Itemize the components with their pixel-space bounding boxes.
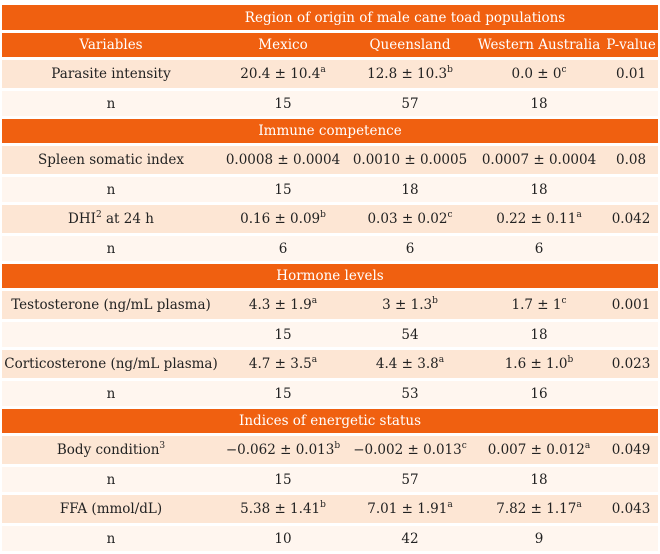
cell-queensland <box>346 381 474 406</box>
table-body <box>2 5 658 551</box>
cell-queensland <box>346 467 474 492</box>
cell-variable <box>2 177 220 202</box>
cell-western-australia <box>474 381 604 406</box>
cell-variable <box>2 322 220 347</box>
table-row <box>2 381 658 406</box>
cell-variable <box>2 60 220 88</box>
cell-variable <box>2 436 220 464</box>
cell-mexico-value: 4.3 ± 1.9 <box>248 297 312 313</box>
cell-p-value <box>604 350 658 378</box>
cell-queensland-value: 53 <box>401 385 419 402</box>
cell-western-australia-value: 9 <box>534 530 544 547</box>
cell-variable-value: DHI <box>68 211 96 227</box>
cell-queensland-superscript: a <box>438 355 445 365</box>
cell-mexico-value: 15 <box>274 95 292 112</box>
table-row <box>2 436 658 464</box>
cell-queensland-value: 57 <box>401 471 419 488</box>
cell-queensland <box>346 436 474 464</box>
cell-western-australia <box>474 467 604 492</box>
cell-queensland-value: 0.03 ± 0.02 <box>367 211 448 227</box>
cell-queensland <box>346 60 474 88</box>
cell-mexico-superscript: b <box>334 441 341 451</box>
column-header-queensland: Queensland <box>346 33 474 57</box>
cell-variable <box>2 467 220 492</box>
table-row <box>2 205 658 233</box>
cell-western-australia <box>474 350 604 378</box>
cell-western-australia-value: 18 <box>530 471 548 488</box>
cell-mexico <box>220 436 346 464</box>
cell-queensland <box>346 322 474 347</box>
cell-p-value-value: 0.08 <box>615 152 647 168</box>
cell-p-value <box>604 322 658 347</box>
cell-western-australia <box>474 146 604 174</box>
cell-variable <box>2 526 220 551</box>
cell-mexico-superscript: a <box>320 65 326 75</box>
cell-western-australia-value: 6 <box>534 240 544 257</box>
cell-queensland <box>346 526 474 551</box>
cell-western-australia-value: 0.22 ± 0.11 <box>496 211 577 227</box>
cell-variable-value: Corticosterone (ng/mL plasma) <box>4 356 218 372</box>
cell-mexico-value: 15 <box>274 471 292 488</box>
cell-mexico-superscript: b <box>320 210 326 220</box>
cell-queensland-value: 0.0010 ± 0.0005 <box>352 152 468 168</box>
cell-queensland-value: −0.002 ± 0.013 <box>353 442 462 458</box>
cell-western-australia-superscript: a <box>584 441 591 451</box>
column-header-row <box>2 33 658 57</box>
cell-mexico-value: 4.7 ± 3.5 <box>248 356 312 372</box>
cell-western-australia <box>474 236 604 261</box>
cell-variable <box>2 205 220 233</box>
cell-queensland-superscript: b <box>432 296 438 306</box>
cell-mexico-value: 0.0008 ± 0.0004 <box>225 152 341 168</box>
section-header-row <box>2 409 658 433</box>
cell-queensland <box>346 177 474 202</box>
cell-p-value-value: 0.01 <box>615 66 647 82</box>
cell-mexico <box>220 91 346 116</box>
cell-p-value-value: 0.049 <box>611 442 651 458</box>
cell-mexico <box>220 177 346 202</box>
table-row <box>2 350 658 378</box>
section-title: Indices of energetic status <box>2 409 658 433</box>
cell-variable-value: n <box>106 385 116 402</box>
cell-variable-value: n <box>106 181 116 198</box>
data-table <box>2 2 658 554</box>
cell-queensland <box>346 146 474 174</box>
cell-queensland-superscript: a <box>447 500 453 510</box>
cell-p-value-value: 0.001 <box>611 297 651 313</box>
cell-p-value <box>604 205 658 233</box>
cell-mexico-superscript: b <box>320 500 326 510</box>
cell-mexico <box>220 526 346 551</box>
cell-western-australia-value: 1.6 ± 1.0 <box>504 356 568 372</box>
cell-queensland-value: 42 <box>401 530 419 547</box>
cell-queensland <box>346 350 474 378</box>
cell-mexico <box>220 236 346 261</box>
cell-western-australia <box>474 177 604 202</box>
cell-queensland-value: 18 <box>401 181 419 198</box>
cell-queensland <box>346 236 474 261</box>
cell-queensland-value: 54 <box>401 326 419 343</box>
cell-queensland <box>346 291 474 319</box>
cell-queensland-superscript: c <box>461 441 467 451</box>
cell-p-value-value: 0.023 <box>611 356 651 372</box>
cell-p-value <box>604 467 658 492</box>
cell-variable-value: FFA (mmol/dL) <box>59 501 163 517</box>
cell-western-australia-value: 0.007 ± 0.012 <box>487 442 585 458</box>
cell-queensland-value: 7.01 ± 1.91 <box>367 501 448 517</box>
cell-mexico <box>220 322 346 347</box>
cell-mexico-value: 15 <box>274 385 292 402</box>
cell-queensland-superscript: b <box>447 65 453 75</box>
cell-western-australia-value: 18 <box>530 181 548 198</box>
cell-p-value-value: 0.043 <box>611 501 651 517</box>
cell-western-australia <box>474 60 604 88</box>
section-title: Hormone levels <box>2 264 658 288</box>
table-row <box>2 322 658 347</box>
cell-mexico <box>220 350 346 378</box>
section-title: Immune competence <box>2 119 658 143</box>
column-header-p-value: P-value <box>604 33 658 57</box>
cell-western-australia-superscript: b <box>567 355 574 365</box>
cell-variable-suffix: at 24 h <box>101 211 154 227</box>
cell-mexico <box>220 291 346 319</box>
cell-mexico-value: −0.062 ± 0.013 <box>225 442 335 458</box>
table-title: Region of origin of male cane toad populations <box>2 5 658 30</box>
cell-western-australia <box>474 205 604 233</box>
cell-western-australia <box>474 91 604 116</box>
cell-western-australia <box>474 322 604 347</box>
cell-western-australia-value: 0.0 ± 0 <box>511 66 562 82</box>
cell-mexico-superscript: a <box>311 296 318 306</box>
table-row <box>2 60 658 88</box>
column-header-variables: Variables <box>2 33 220 57</box>
cell-queensland <box>346 205 474 233</box>
table-row <box>2 467 658 492</box>
cell-mexico-value: 10 <box>274 530 292 547</box>
table-row <box>2 526 658 551</box>
cell-variable <box>2 236 220 261</box>
cell-western-australia <box>474 436 604 464</box>
cell-mexico-value: 15 <box>274 326 292 343</box>
cell-western-australia <box>474 291 604 319</box>
cell-mexico-superscript: a <box>311 355 318 365</box>
cell-western-australia-value: 18 <box>530 95 548 112</box>
cell-queensland-value: 3 ± 1.3 <box>382 297 433 313</box>
table-title-row <box>2 5 658 30</box>
cell-mexico <box>220 467 346 492</box>
cell-variable-value: n <box>106 471 116 488</box>
cell-variable-value: n <box>106 95 116 112</box>
cell-western-australia-value: 1.7 ± 1 <box>511 297 562 313</box>
column-header-western-australia: Western Australia <box>474 33 604 57</box>
cell-queensland-value: 57 <box>401 95 419 112</box>
cell-mexico-value: 6 <box>278 240 288 257</box>
cell-western-australia-value: 16 <box>530 385 548 402</box>
cell-western-australia-superscript: a <box>576 500 582 510</box>
cell-western-australia-superscript: c <box>561 296 567 306</box>
cell-p-value <box>604 146 658 174</box>
cell-mexico <box>220 146 346 174</box>
cell-variable-value: Spleen somatic index <box>38 152 184 168</box>
cell-p-value-value: 0.042 <box>611 211 651 227</box>
cell-mexico <box>220 60 346 88</box>
cell-queensland <box>346 91 474 116</box>
cell-mexico <box>220 381 346 406</box>
cell-variable <box>2 350 220 378</box>
cell-variable <box>2 146 220 174</box>
cell-western-australia-value: 7.82 ± 1.17 <box>496 501 577 517</box>
cell-western-australia-superscript: a <box>576 210 582 220</box>
table-row <box>2 146 658 174</box>
cell-mexico-value: 15 <box>274 181 292 198</box>
cell-queensland-value: 4.4 ± 3.8 <box>375 356 439 372</box>
cell-p-value <box>604 236 658 261</box>
table-row <box>2 177 658 202</box>
cell-variable-value: Body condition <box>56 442 160 458</box>
cell-mexico-value: 0.16 ± 0.09 <box>240 211 321 227</box>
cell-western-australia-value: 0.0007 ± 0.0004 <box>481 152 597 168</box>
cell-variable-superscript: 2 <box>95 210 102 220</box>
cell-p-value <box>604 291 658 319</box>
cell-western-australia <box>474 526 604 551</box>
cell-variable-superscript: 3 <box>159 441 166 451</box>
cell-variable-value: n <box>106 530 116 547</box>
cell-p-value <box>604 381 658 406</box>
section-header-row <box>2 264 658 288</box>
cell-mexico <box>220 205 346 233</box>
cell-p-value <box>604 60 658 88</box>
cell-variable <box>2 291 220 319</box>
cell-p-value <box>604 526 658 551</box>
cell-mexico-value: 20.4 ± 10.4 <box>240 66 321 82</box>
cell-variable <box>2 381 220 406</box>
cell-variable-value: n <box>106 240 116 257</box>
cell-variable-value: Testosterone (ng/mL plasma) <box>11 297 211 313</box>
section-header-row <box>2 119 658 143</box>
cell-western-australia-superscript: c <box>561 65 567 75</box>
table-row <box>2 91 658 116</box>
cell-queensland-value: 12.8 ± 10.3 <box>367 66 448 82</box>
column-header-mexico: Mexico <box>220 33 346 57</box>
cell-mexico-value: 5.38 ± 1.41 <box>240 501 321 517</box>
cell-p-value <box>604 436 658 464</box>
cell-western-australia-value: 18 <box>530 326 548 343</box>
cell-queensland-value: 6 <box>405 240 415 257</box>
cell-variable <box>2 91 220 116</box>
cell-variable-value: Parasite intensity <box>51 66 171 82</box>
cell-p-value <box>604 177 658 202</box>
cell-p-value <box>604 91 658 116</box>
table-row <box>2 236 658 261</box>
cell-queensland-superscript: c <box>447 210 453 220</box>
table-row <box>2 291 658 319</box>
